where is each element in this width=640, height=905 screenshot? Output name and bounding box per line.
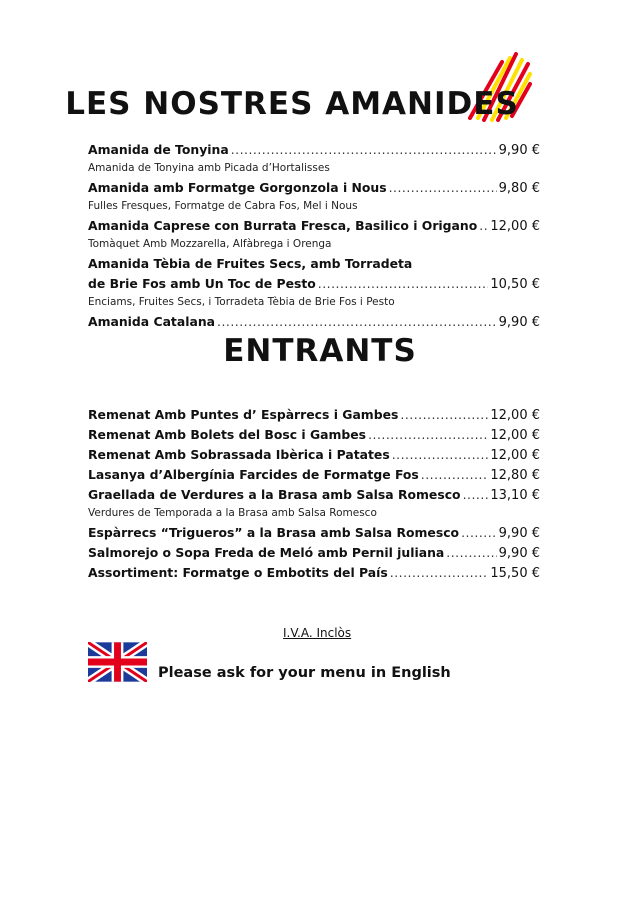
- item-price: 9,90 €: [498, 143, 540, 158]
- item-name: Remenat Amb Puntes d’ Espàrrecs i Gambes: [88, 407, 399, 422]
- item-name: Amanida Caprese con Burrata Fresca, Basilico i Origano: [88, 218, 478, 233]
- item-price: 9,90 €: [498, 526, 540, 541]
- item-price: 9,90 €: [498, 546, 540, 561]
- menu-item: [88, 545, 540, 565]
- menu-item: [88, 407, 540, 427]
- menu-item: [88, 467, 540, 487]
- entrants-title: ENTRANTS: [223, 333, 417, 369]
- menu-item: [88, 180, 540, 200]
- item-name: Lasanya d’Albergínia Farcides de Formatge Fos: [88, 467, 419, 482]
- salads-title: LES NOSTRES AMANIDES: [65, 86, 519, 122]
- menu-item: [88, 218, 540, 238]
- menu-item: [88, 487, 540, 507]
- item-name: Amanida de Tonyina: [88, 142, 229, 157]
- tax-included-note: I.V.A. Inclòs: [283, 626, 352, 640]
- english-menu-note: Please ask for your menu in English: [158, 665, 451, 681]
- item-name: Graellada de Verdures a la Brasa amb Salsa Romesco: [88, 487, 461, 502]
- item-description: Enciams, Fruites Secs, i Torradeta Tèbia de Brie Fos i Pesto: [88, 296, 395, 308]
- item-price: 9,80 €: [498, 181, 540, 196]
- uk-flag-icon: [88, 642, 147, 682]
- item-price: 12,00 €: [490, 428, 540, 443]
- menu-item: [88, 314, 540, 334]
- item-name: Amanida amb Formatge Gorgonzola i Nous: [88, 180, 387, 195]
- menu-item: [88, 427, 540, 447]
- item-name: Espàrrecs “Trigueros” a la Brasa amb Salsa Romesco: [88, 525, 460, 540]
- item-description: Tomàquet Amb Mozzarella, Alfàbrega i Orenga: [88, 238, 332, 250]
- item-name: Remenat Amb Sobrassada Ibèrica i Patates: [88, 447, 390, 462]
- item-price: 12,80 €: [490, 468, 540, 483]
- item-price: 10,50 €: [490, 277, 540, 292]
- item-description: Verdures de Temporada a la Brasa amb Salsa Romesco: [88, 507, 377, 519]
- item-name-line1: Amanida Tèbia de Fruites Secs, amb Torradeta: [88, 256, 413, 271]
- item-name: Assortiment: Formatge o Embotits del País: [88, 565, 388, 580]
- item-name: Amanida Catalana: [88, 314, 216, 329]
- item-price: 12,00 €: [490, 219, 540, 234]
- menu-item: [88, 565, 540, 585]
- item-name: Remenat Amb Bolets del Bosc i Gambes: [88, 427, 367, 442]
- menu-item: [88, 142, 540, 162]
- item-description: Amanida de Tonyina amb Picada d’Hortalisses: [88, 162, 330, 174]
- item-name: Salmorejo o Sopa Freda de Meló amb Pernil juliana: [88, 545, 445, 560]
- item-name: de Brie Fos amb Un Toc de Pesto: [88, 276, 316, 291]
- item-price: 15,50 €: [490, 566, 540, 581]
- item-price: 12,00 €: [490, 408, 540, 423]
- menu-item: [88, 447, 540, 467]
- item-price: 13,10 €: [490, 488, 540, 503]
- entrants-list: [88, 407, 540, 585]
- item-price: 9,90 €: [498, 315, 540, 330]
- item-description: Fulles Fresques, Formatge de Cabra Fos, Mel i Nous: [88, 200, 358, 212]
- salads-list: [88, 142, 540, 334]
- menu-item: [88, 525, 540, 545]
- item-price: 12,00 €: [490, 448, 540, 463]
- menu-item: [88, 276, 540, 296]
